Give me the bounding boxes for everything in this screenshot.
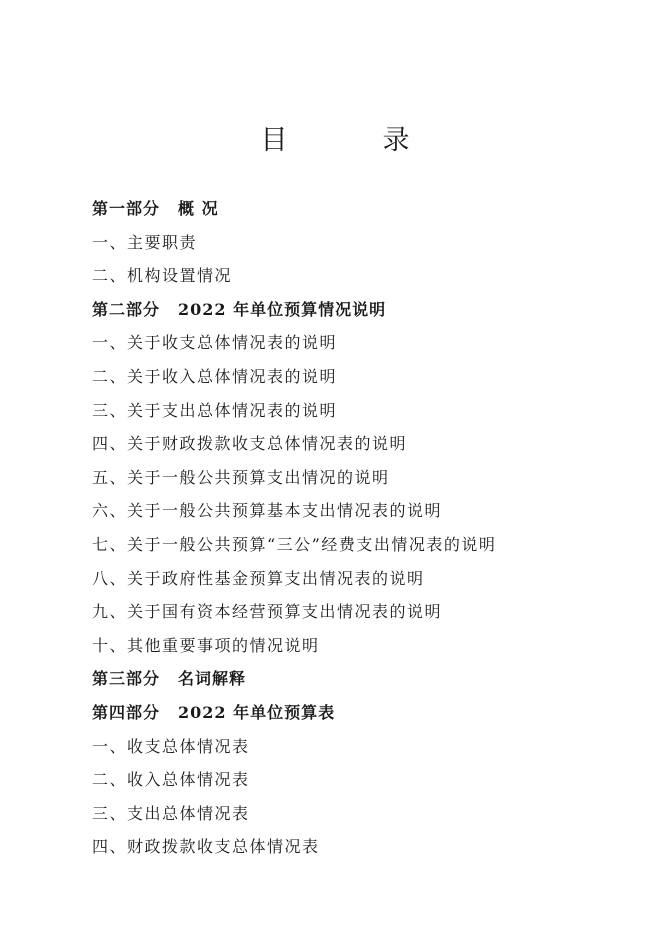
part-title: 概 况	[178, 199, 219, 218]
toc-item: 八、关于政府性基金预算支出情况表的说明	[92, 568, 425, 588]
page-title: 目 录	[260, 125, 444, 156]
toc-item: 三、关于支出总体情况表的说明	[92, 400, 338, 420]
table-of-contents	[92, 192, 652, 864]
part-label: 第四部分	[92, 702, 161, 722]
toc-item: 五、关于一般公共预算支出情况的说明	[92, 467, 390, 487]
toc-item: 一、关于收支总体情况表的说明	[92, 333, 338, 353]
toc-part-3	[92, 662, 652, 696]
toc-part-1	[92, 192, 652, 226]
toc-part-2	[92, 293, 652, 327]
toc-item: 九、关于国有资本经营预算支出情况表的说明	[92, 602, 443, 622]
part-title: 2022 年单位预算表	[178, 702, 336, 722]
part-title: 名词解释	[178, 669, 247, 689]
toc-item: 四、关于财政拨款收支总体情况表的说明	[92, 434, 408, 454]
toc-item: 三、支出总体情况表	[92, 803, 250, 823]
part-title: 2022 年单位预算情况说明	[178, 299, 387, 319]
toc-item: 四、财政拨款收支总体情况表	[92, 837, 320, 857]
toc-item: 一、收支总体情况表	[92, 736, 250, 756]
toc-part-4	[92, 696, 652, 730]
toc-item: 二、收入总体情况表	[92, 770, 250, 790]
part-label: 第二部分	[92, 299, 161, 319]
toc-item: 七、关于一般公共预算“三公”经费支出情况表的说明	[92, 534, 497, 554]
part-label: 第三部分	[92, 669, 161, 689]
toc-item: 十、其他重要事项的情况说明	[92, 635, 320, 655]
toc-item: 二、机构设置情况	[92, 266, 233, 286]
part-label: 第一部分	[92, 199, 161, 218]
toc-item: 二、关于收入总体情况表的说明	[92, 366, 338, 386]
toc-item: 六、关于一般公共预算基本支出情况表的说明	[92, 501, 443, 521]
toc-item: 一、主要职责	[92, 232, 198, 252]
